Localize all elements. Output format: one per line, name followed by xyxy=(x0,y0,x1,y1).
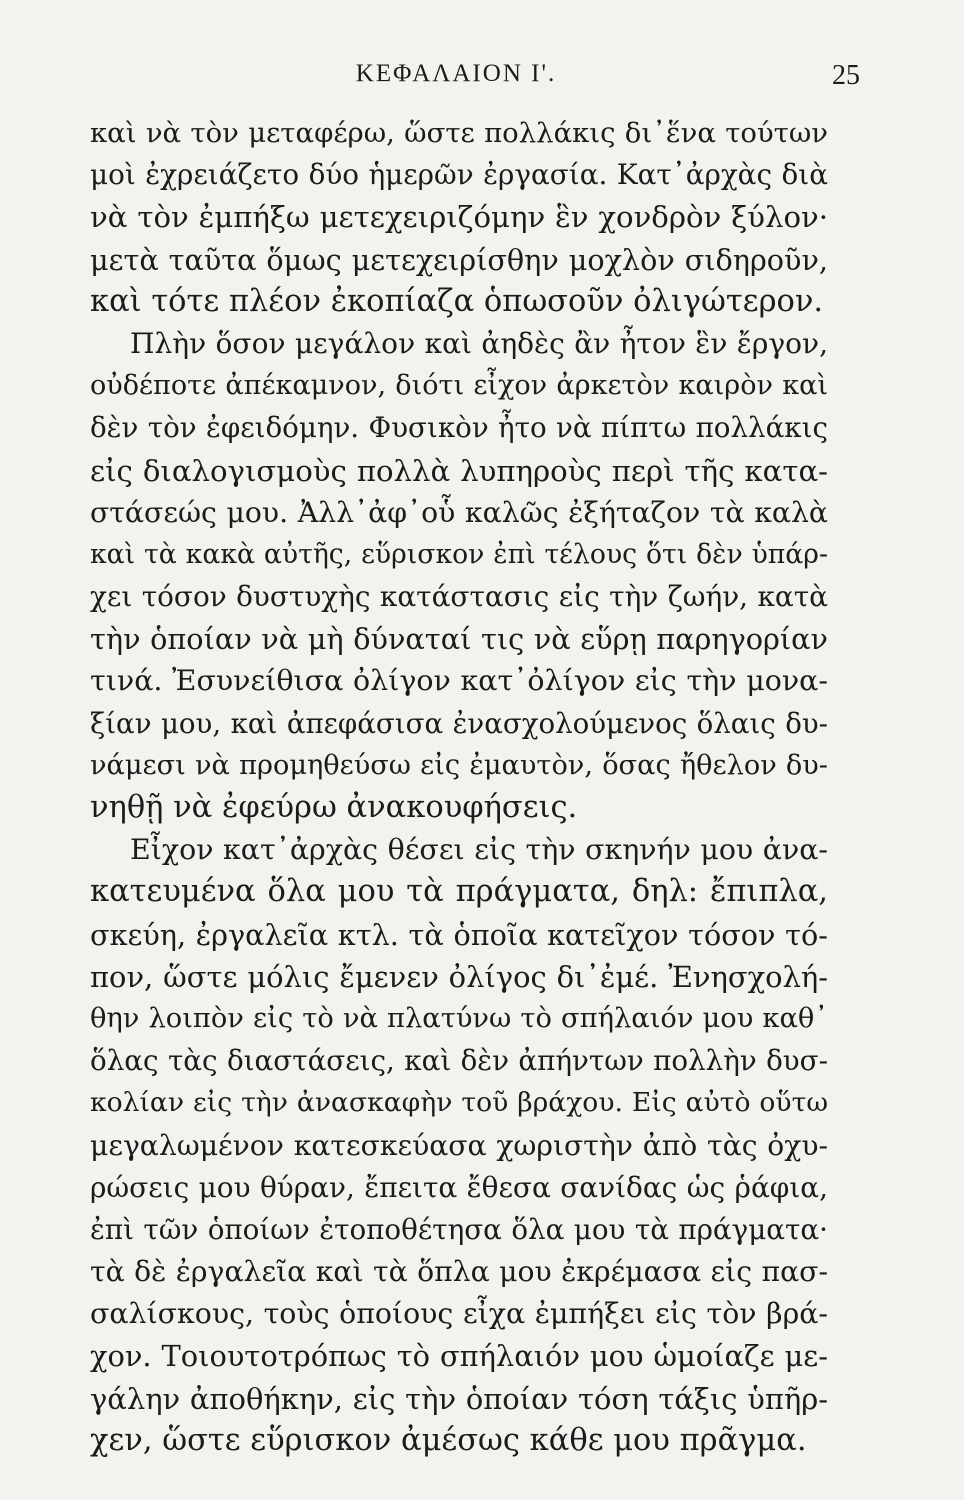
text-line: θην λοιπὸν εἰς τὸ νὰ πλατύνω τὸ σπήλαιόν μου καθ᾽ xyxy=(90,1002,828,1034)
body-text xyxy=(90,112,828,1462)
text-line: χον. Τοιουτοτρόπως τὸ σπήλαιόν μου ὡμοίαζε με- xyxy=(90,1339,828,1374)
text-line: τὴν ὁποίαν νὰ μὴ δύναταί τις νὰ εὕρῃ παρηγορίαν xyxy=(90,622,828,657)
text-line: μεγαλωμένον κατεσκεύασα χωριστὴν ἀπὸ τὰς ὀχυ- xyxy=(90,1128,828,1162)
chapter-title: ΚΕΦΑΛΑΙΟΝ Ι'. xyxy=(355,60,557,87)
text-line: ἐπὶ τῶν ὁποίων ἐτοποθέτησα ὅλα μου τὰ πράγματα· xyxy=(90,1212,828,1246)
text-line: τινά. Ἐσυνείθισα ὀλίγον κατ᾽ὀλίγον εἰς τὴν μονα- xyxy=(90,664,828,698)
text-line: ρώσεις μου θύραν, ἔπειτα ἔθεσα σανίδας ὡς ῥάφια, xyxy=(90,1170,828,1204)
text-line: νὰ τὸν ἐμπήξω μετεχειριζόμην ἓν χονδρὸν ξύλον· xyxy=(90,200,828,235)
text-line: νάμεσι νὰ προμηθεύσω εἰς ἐμαυτὸν, ὅσας ἤθελον δυ- xyxy=(90,749,828,781)
text-line: οὐδέποτε ἀπέκαμνον, διότι εἶχον ἀρκετὸν καιρὸν καὶ xyxy=(90,370,828,402)
text-line: εἰς διαλογισμοὺς πολλὰ λυπηροὺς περὶ τῆς κατα- xyxy=(90,453,828,488)
text-line: στάσεώς μου. Ἀλλ᾽ἀφ᾽οὗ καλῶς ἐξήταζον τὰ καλὰ xyxy=(90,495,828,529)
text-line: δὲν τὸν ἐφειδόμην. Φυσικὸν ἦτο νὰ πίπτω πολλάκις xyxy=(90,411,828,445)
text-line: καὶ νὰ τὸν μεταφέρω, ὥστε πολλάκις δι᾽ἕνα τούτων xyxy=(90,117,828,149)
text-line: μετὰ ταῦτα ὅμως μετεχειρίσθην μοχλὸν σιδηροῦν, xyxy=(90,242,828,277)
text-line: κατευμένα ὅλα μου τὰ πράγματα, δηλ: ἔπιπλα, xyxy=(90,874,828,910)
text-line: νηθῇ νὰ ἐφεύρω ἀνακουφήσεις. xyxy=(90,790,578,825)
text-line: καὶ τὰ κακὰ αὐτῆς, εὕρισκον ἐπὶ τέλους ὅτι δὲν ὑπάρ- xyxy=(90,538,828,570)
text-line: κολίαν εἰς τὴν ἀνασκαφὴν τοῦ βράχου. Εἰς αὐτὸ οὕτω xyxy=(90,1087,828,1119)
text-line: χει τόσον δυστυχὴς κατάστασις εἰς τὴν ζωήν, κατὰ xyxy=(90,580,828,614)
text-line: μοὶ ἐχρειάζετο δύο ἡμερῶν ἐργασία. Κατ᾽ἀρχὰς διὰ xyxy=(90,158,828,192)
text-line: σκεύη, ἐργαλεῖα κτλ. τὰ ὁποῖα κατεῖχον τόσον τό- xyxy=(90,917,828,952)
text-line: ξίαν μου, καὶ ἀπεφάσισα ἐνασχολούμενος ὅλαις δυ- xyxy=(90,706,828,740)
paragraph-first-line: Πλὴν ὅσον μεγάλον καὶ ἀηδὲς ἂν ἦτον ἓν ἔργον, xyxy=(130,326,828,360)
text-line: σαλίσκους, τοὺς ὁποίους εἶχα ἐμπήξει εἰς τὸν βρά- xyxy=(90,1297,828,1331)
text-line: πον, ὥστε μόλις ἔμενεν ὀλίγος δι᾽ἐμέ. Ἐνησχολή- xyxy=(90,959,828,994)
text-line: γάλην ἀποθήκην, εἰς τὴν ὁποίαν τόση τάξις ὑπῆρ- xyxy=(90,1381,828,1416)
text-line: καὶ τότε πλέον ἐκοπίαζα ὁπωσοῦν ὀλιγώτερον. xyxy=(90,283,824,319)
text-line: τὰ δὲ ἐργαλεῖα καὶ τὰ ὅπλα μου ἐκρέμασα εἰς πασ- xyxy=(90,1255,828,1289)
text-line: χεν, ὥστε εὕρισκον ἀμέσως κάθε μου πρᾶγμα. xyxy=(90,1422,807,1458)
paragraph-first-line: Εἶχον κατ᾽ἀρχὰς θέσει εἰς τὴν σκηνήν μου ἀνα- xyxy=(130,833,828,867)
running-header xyxy=(90,60,860,100)
page-number: 25 xyxy=(832,60,860,91)
text-line: ὅλας τὰς διαστάσεις, καὶ δὲν ἀπήντων πολλὴν δυσ- xyxy=(90,1044,828,1078)
